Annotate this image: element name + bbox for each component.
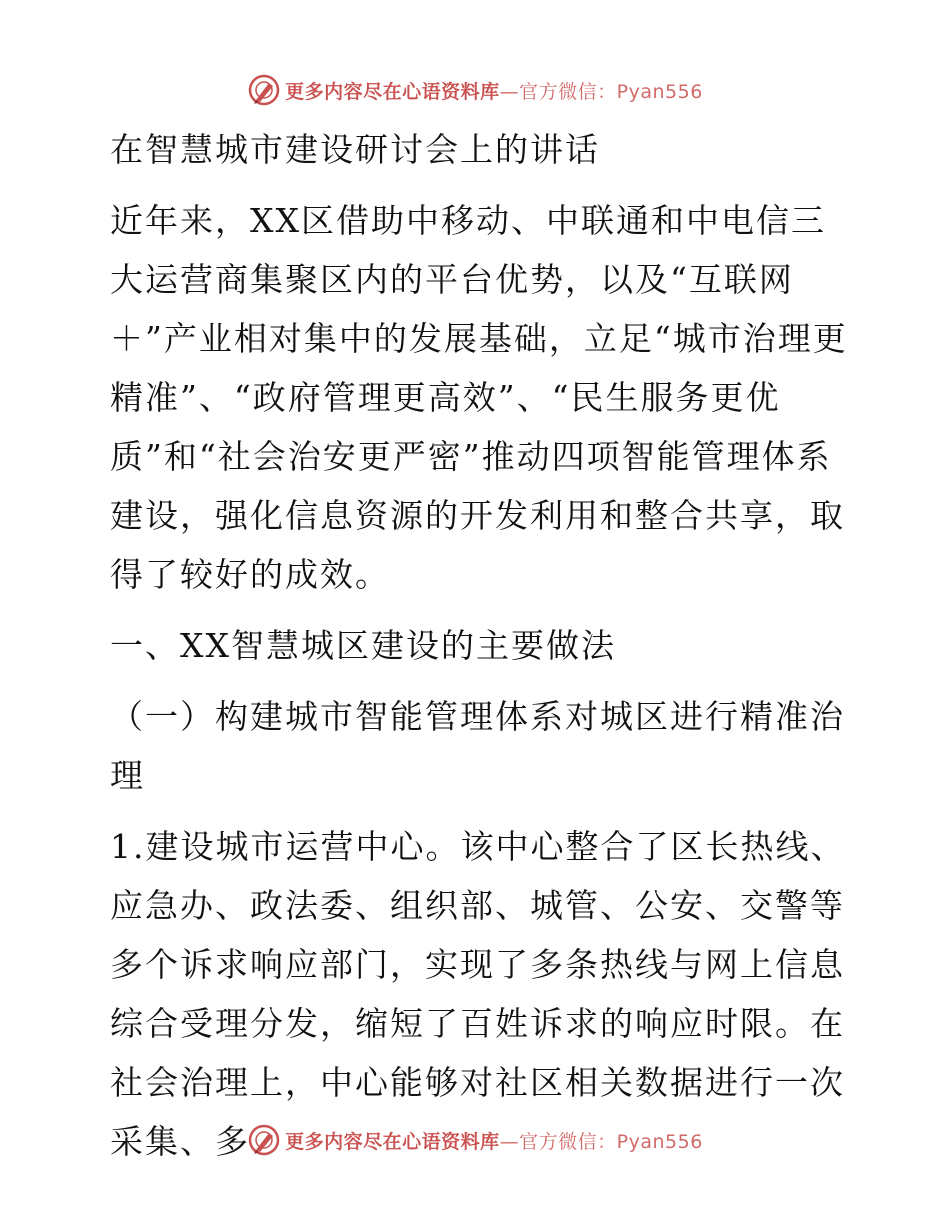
section-heading: 一、XX智慧城区建设的主要做法 — [110, 626, 616, 665]
intro-paragraph: 近年来，XX区借助中移动、中联通和中电信三大运营商集聚区内的平台优势，以及“互联网＋”产业相对集中的发展基础，立足“城市治理更精准”、“政府管理更高效”、“民生服务更优质”和“社会治安更严密”推动四项智能管理体系建设，强化信息资源的开发利用和整合共享，取得了较好的成效。 — [110, 201, 848, 594]
watermark-banner-top — [0, 72, 950, 108]
pen-logo-icon — [247, 1123, 281, 1157]
document-body — [98, 120, 850, 1171]
document-title: 在智慧城市建设研讨会上的讲话 — [110, 130, 600, 169]
item-1-paragraph: 1.建设城市运营中心。该中心整合了区长热线、应急办、政法委、组织部、城管、公安、交警等多个诉求响应部门，实现了多条热线与网上信息综合受理分发，缩短了百姓诉求的响应时限。在社会治理上，中心能够对社区相关数据进行一次采集、多 — [110, 827, 846, 1161]
subsection-heading: （一）构建城市智能管理体系对城区进行精准治理 — [110, 697, 845, 795]
watermark-text: 更多内容尽在心语资料库—官方微信：Pyan556 — [285, 80, 703, 103]
watermark-text: 更多内容尽在心语资料库—官方微信：Pyan556 — [285, 1130, 703, 1153]
pen-logo-icon — [247, 73, 281, 107]
watermark-banner-bottom — [0, 1122, 950, 1158]
